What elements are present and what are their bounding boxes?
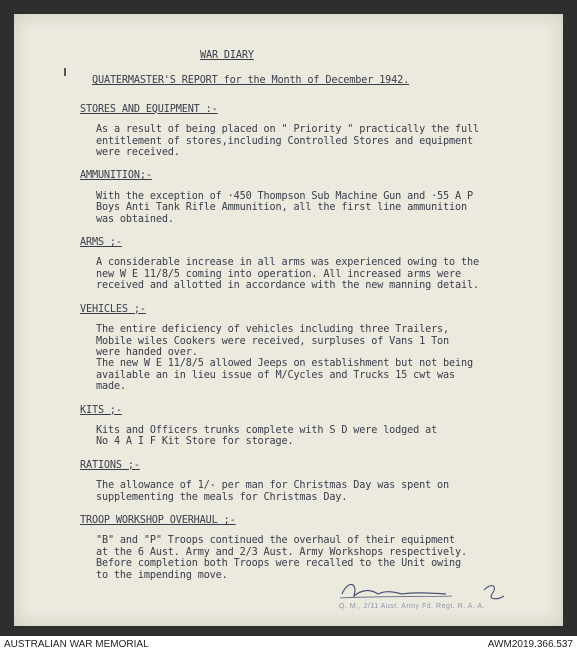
document-title: WAR DIARY [200, 50, 254, 61]
archive-caption [0, 636, 577, 653]
report-subtitle: QUATERMASTER'S REPORT for the Month of December 1942. [92, 75, 410, 87]
section-heading: AMMUNITION;- [80, 170, 152, 182]
section-heading: ARMS ;- [80, 237, 122, 249]
section-vehicles [80, 304, 530, 393]
section-heading: RATIONS ;- [80, 459, 140, 471]
section-text: The allowance of 1/- per man for Christmas Day was spent on supplementing the meals for Christmas Day. [96, 480, 450, 503]
section-text: The entire deficiency of vehicles including three Trailers, Mobile wiles Cookers were received, surpluses of Vans 1 Ton were handed over. The new W E 11/8/5 allowed Jeeps on establishment but not being available an in lieu issue of M/Cycles and Trucks 15 cwt was made. [96, 324, 473, 393]
section-stores [80, 104, 530, 159]
section-heading: VEHICLES ;- [80, 303, 146, 315]
section-text: As a result of being placed on " Priority " practically the full entitlement of stores,including Controlled Stores and equipment were received. [96, 124, 479, 159]
section-heading: STORES AND EQUIPMENT :- [80, 103, 218, 115]
section-text: A considerable increase in all arms was experienced owing to the new W E 11/8/5 coming into operation. All increased arms were received and allotted in accordance with the new manning detail. [96, 257, 479, 292]
section-rations [80, 460, 530, 503]
section-text: "B" and "P" Troops continued the overhaul of their equipment at the 6 Aust. Army and 2/3 Aust. Army Workshops respectively. Before completion both Troops were recalled to the Unit owing to the impending move. [96, 535, 467, 581]
section-ammunition [80, 170, 530, 225]
archive-reference: AWM2019.366.537 [487, 639, 573, 650]
section-text: Kits and Officers trunks complete with S D were lodged at No 4 A I F Kit Store for storage. [96, 424, 438, 448]
page-mark [64, 68, 66, 76]
document-body [80, 50, 530, 593]
section-heading: KITS ;- [80, 404, 122, 416]
archive-name: AUSTRALIAN WAR MEMORIAL [4, 639, 149, 650]
section-text: With the exception of ·450 Thompson Sub Machine Gun and ·55 A P Boys Anti Tank Rifle Ammunition, all the first line ammunition was obtained. [96, 190, 473, 225]
section-arms [80, 237, 530, 292]
unit-stamp: Q. M., 2/11 Aust. Army Fd. Regt. R. A. A. [339, 603, 486, 610]
section-kits [80, 405, 530, 448]
document-page [14, 14, 563, 626]
section-heading: TROOP WORKSHOP OVERHAUL ;- [80, 514, 236, 526]
